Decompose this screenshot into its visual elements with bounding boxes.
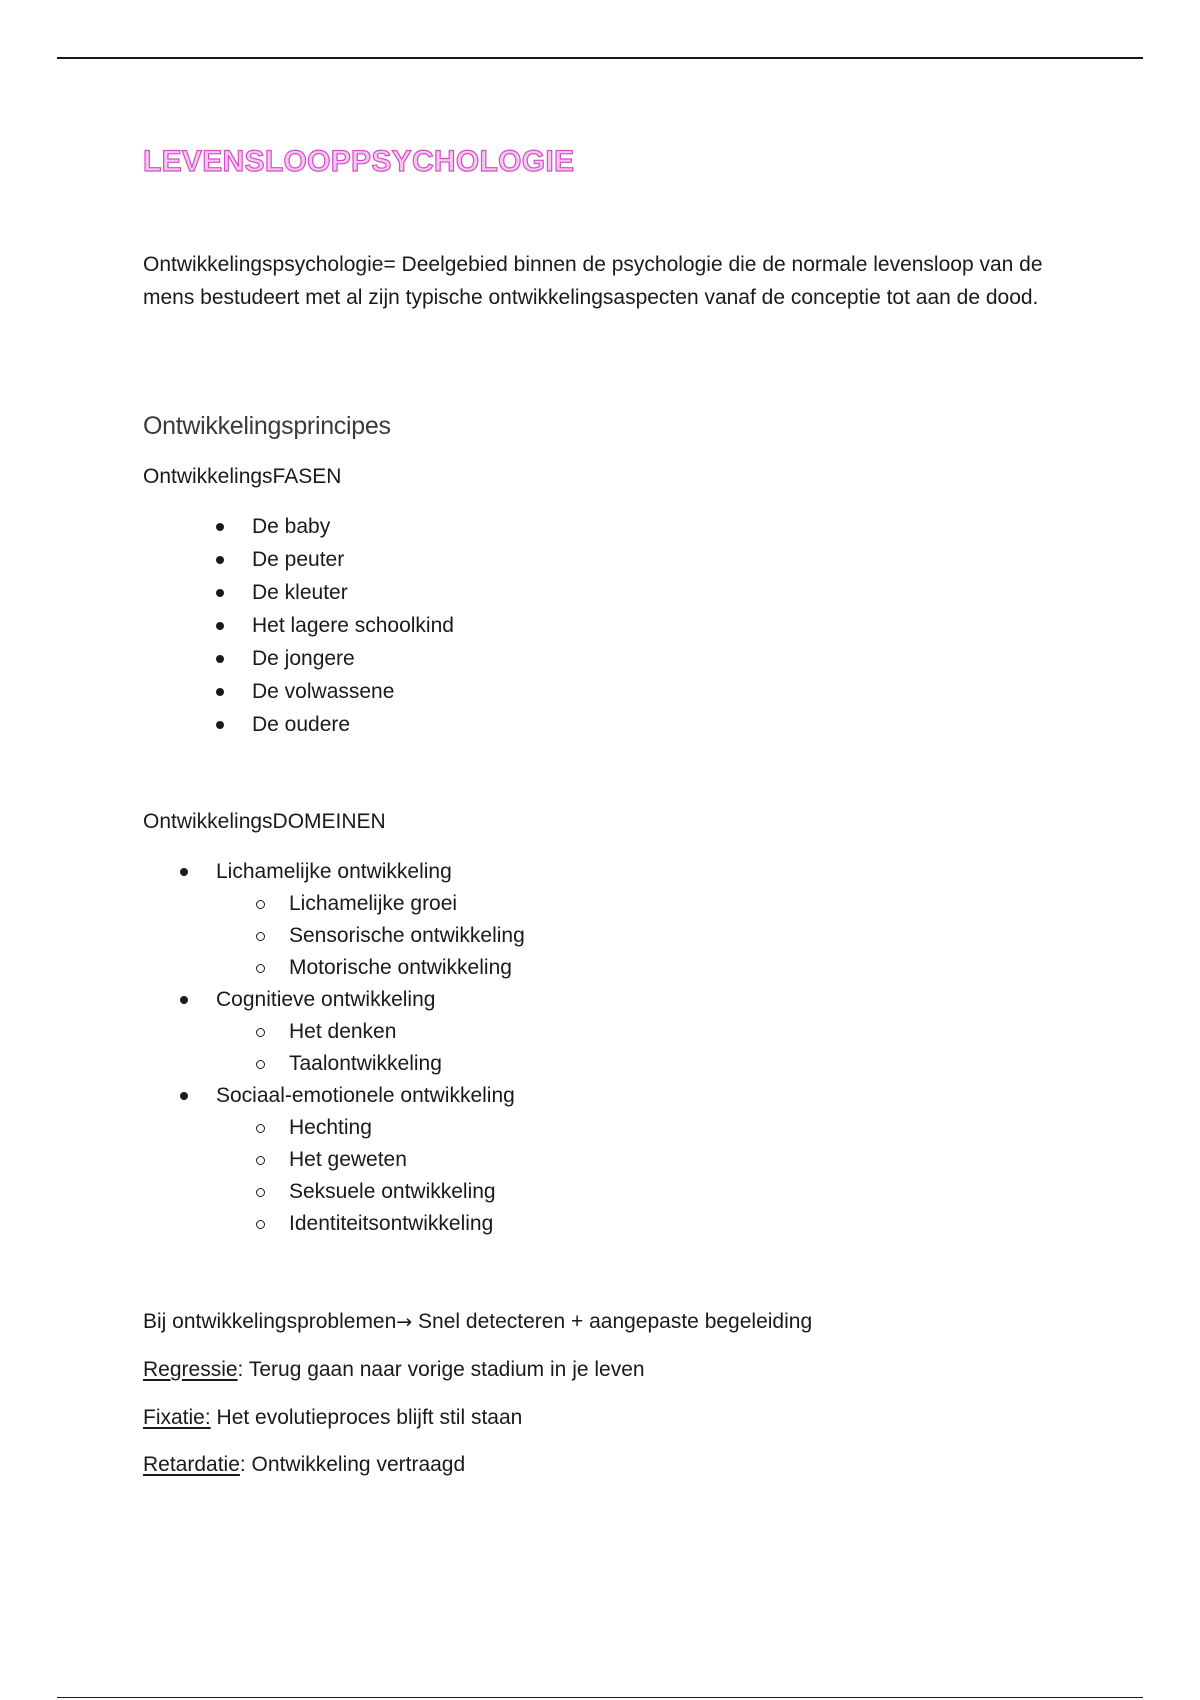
bullet-icon <box>216 556 224 564</box>
domain-item <box>143 986 525 1082</box>
circle-bullet-icon <box>256 1028 265 1037</box>
phase-label: De volwassene <box>252 680 395 703</box>
bullet-icon <box>216 589 224 597</box>
phase-label: De jongere <box>252 647 355 670</box>
subdomain-list <box>216 1114 525 1242</box>
circle-bullet-icon <box>256 1156 265 1165</box>
arrow-right-icon: → <box>396 1311 413 1333</box>
phase-label: De kleuter <box>252 581 348 604</box>
circle-bullet-icon <box>256 900 265 909</box>
subdomain-label: Hechting <box>289 1116 372 1139</box>
domain-label: Sociaal-emotionele ontwikkeling <box>216 1084 515 1107</box>
domain-item <box>143 1082 525 1242</box>
bullet-icon <box>216 721 224 729</box>
subdomain-label: Motorische ontwikkeling <box>289 956 512 979</box>
definition-fixatie <box>143 1404 522 1432</box>
subdomain-label: Seksuele ontwikkeling <box>289 1180 496 1203</box>
list-item <box>143 546 454 579</box>
circle-bullet-icon <box>256 1124 265 1133</box>
bullet-icon <box>216 688 224 696</box>
phase-label: Het lagere schoolkind <box>252 614 454 637</box>
section-heading: Ontwikkelingsprincipes <box>143 412 391 440</box>
bullet-icon <box>216 523 224 531</box>
list-item <box>143 513 454 546</box>
subdomain-list <box>216 890 525 986</box>
circle-bullet-icon <box>256 1188 265 1197</box>
domains-list <box>143 858 525 1242</box>
bullet-icon <box>180 1092 188 1100</box>
document-title: LEVENSLOOPPSYCHOLOGIE <box>143 145 575 178</box>
list-item <box>143 579 454 612</box>
list-item <box>216 1114 525 1146</box>
definition-text: : Terug gaan naar vorige stadium in je leven <box>237 1358 645 1381</box>
definition-term: Retardatie <box>143 1453 240 1476</box>
phases-list <box>143 513 454 744</box>
phase-label: De oudere <box>252 713 351 736</box>
definition-regressie <box>143 1356 645 1384</box>
list-item <box>143 678 454 711</box>
list-item <box>216 1018 525 1050</box>
problems-prefix: Bij ontwikkelingsproblemen <box>143 1310 397 1333</box>
bullet-icon <box>180 868 188 876</box>
subdomain-label: Lichamelijke groei <box>289 892 458 915</box>
list-item <box>216 1210 525 1242</box>
problems-text: Snel detecteren + aangepaste begeleiding <box>412 1310 813 1333</box>
domain-item <box>143 858 525 986</box>
bullet-icon <box>216 622 224 630</box>
definition-term: Regressie <box>143 1358 238 1381</box>
subdomain-label: Taalontwikkeling <box>289 1052 442 1075</box>
top-rule <box>57 57 1143 59</box>
list-item <box>216 1178 525 1210</box>
definition-text: Het evolutieproces blijft stil staan <box>210 1406 523 1429</box>
definition-text: : Ontwikkeling vertraagd <box>239 1453 466 1476</box>
list-item <box>216 1146 525 1178</box>
intro-paragraph: Ontwikkelingspsychologie= Deelgebied binnen de psychologie die de normale levensloop van de mens bestudeert met al zijn typische ontwikkelingsaspecten vanaf de conceptie tot aan de dood. <box>143 253 1043 309</box>
domains-label: OntwikkelingsDOMEINEN <box>143 810 386 833</box>
circle-bullet-icon <box>256 1060 265 1069</box>
bullet-icon <box>216 655 224 663</box>
bullet-icon <box>180 996 188 1004</box>
list-item <box>216 922 525 954</box>
list-item <box>216 1050 525 1082</box>
phases-label: OntwikkelingsFASEN <box>143 465 342 488</box>
list-item <box>143 645 454 678</box>
list-item <box>216 890 525 922</box>
definition-term: Fixatie: <box>143 1406 211 1429</box>
domain-label: Lichamelijke ontwikkeling <box>216 860 452 883</box>
bottom-rule <box>57 1697 1143 1698</box>
phase-label: De peuter <box>252 548 345 571</box>
list-item <box>143 711 454 744</box>
domain-label: Cognitieve ontwikkeling <box>216 988 436 1011</box>
subdomain-label: Identiteitsontwikkeling <box>289 1212 494 1235</box>
subdomain-label: Het denken <box>289 1020 397 1043</box>
phase-label: De baby <box>252 515 331 538</box>
circle-bullet-icon <box>256 1220 265 1229</box>
list-item <box>216 954 525 986</box>
list-item <box>143 612 454 645</box>
definition-retardatie <box>143 1451 465 1479</box>
circle-bullet-icon <box>256 964 265 973</box>
problems-line <box>143 1308 812 1336</box>
subdomain-list <box>216 1018 525 1082</box>
circle-bullet-icon <box>256 932 265 941</box>
subdomain-label: Het geweten <box>289 1148 407 1171</box>
subdomain-label: Sensorische ontwikkeling <box>289 924 525 947</box>
